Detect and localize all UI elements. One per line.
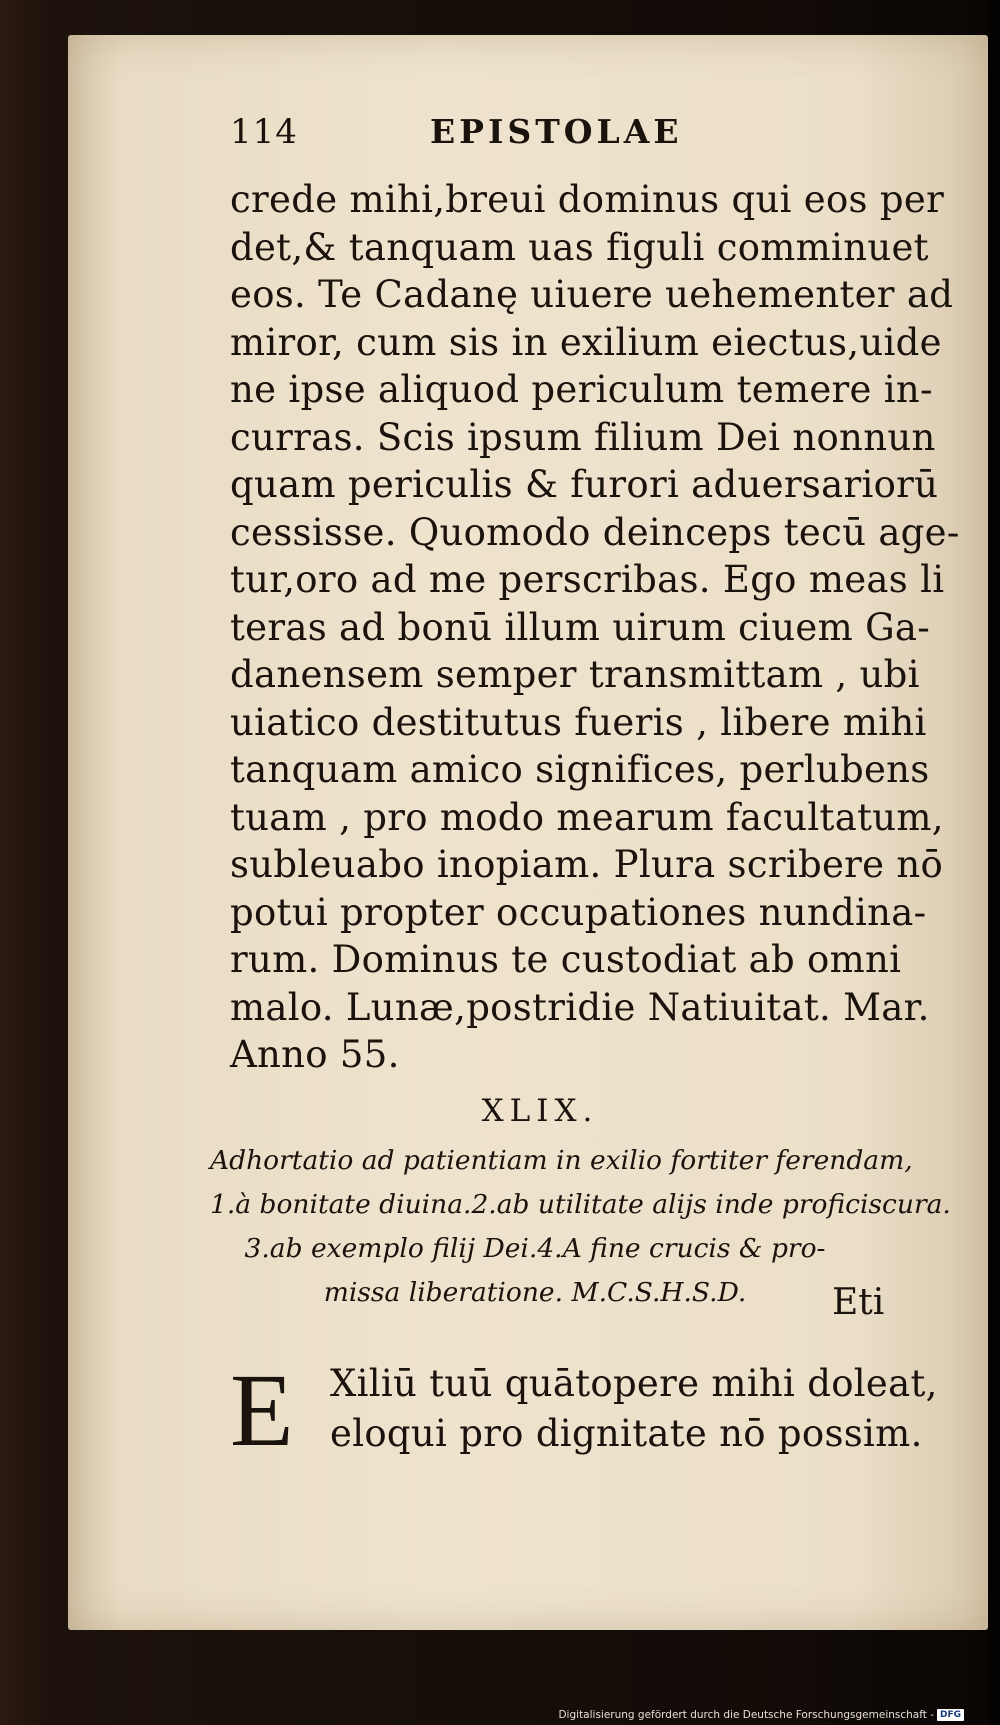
text-line: Anno 55. — [230, 1033, 400, 1076]
text-line: malo. Lunæ,postridie Natiuitat. Mar. — [230, 985, 930, 1029]
text-line: tuam , pro modo mearum facultatum, — [230, 795, 944, 839]
scan-right-edge — [988, 0, 1000, 1725]
text-line: subleuabo inopiam. Plura scribere nō — [230, 843, 944, 886]
drop-cap: E — [230, 1352, 294, 1468]
text-line: quam periculis & furori aduersariorū — [230, 463, 939, 506]
catchword: Eti — [832, 1282, 885, 1323]
text-line: teras ad bonū illum uirum ciuem Ga- — [230, 605, 931, 649]
text-line: curras. Scis ipsum filium Dei nonnun — [230, 415, 936, 459]
letter-number: XLIX. — [481, 1092, 599, 1129]
credit-text: Digitalisierung gefördert durch die Deutsche Forschungsgemeinschaft - — [558, 1709, 934, 1721]
text-line: det,& tanquam uas figuli comminuet — [230, 225, 929, 269]
text-line: rum. Dominus te custodiat ab omni — [230, 938, 902, 981]
text-line: danensem semper transmittam , ubi — [230, 653, 920, 696]
page-header — [230, 112, 950, 176]
text-line: miror, cum sis in exilium eiectus,uide — [230, 320, 942, 364]
text-line: tur,oro ad me perscribas. Ego meas li — [230, 558, 945, 601]
text-line: tanquam amico significes, perlubens — [230, 748, 930, 791]
dfg-logo: DFG — [937, 1709, 964, 1721]
digitization-credit — [558, 1709, 964, 1721]
text-line: Xiliū tuū quātopere mihi doleat, — [330, 1361, 938, 1405]
text-line: ne ipse aliquod periculum temere in- — [230, 368, 933, 411]
page-number: 114 — [230, 112, 298, 152]
argument-line: 1.à bonitate diuina.2.ab utilitate alijs inde proficiscura. — [210, 1188, 951, 1220]
running-head: EPISTOLAE — [430, 112, 683, 151]
text-line: uiatico destitutus fueris , libere mihi — [230, 700, 927, 744]
text-line: eos. Te Cadanę uiuere uehementer ad — [230, 273, 954, 316]
text-line: cessisse. Quomodo deinceps tecū age- — [230, 510, 960, 554]
text-line: crede mihi,breui dominus qui eos per — [230, 178, 945, 221]
letter-opening — [230, 1352, 950, 1469]
argument-line: 3.ab exemplo filij Dei.4.A fine crucis & pro- — [244, 1232, 826, 1264]
text-line: eloqui pro dignitate nō possim. — [330, 1411, 923, 1455]
argument-line: Adhortatio ad patientiam in exilio fortiter ferendam, — [210, 1144, 913, 1176]
text-line: potui propter occupationes nundina- — [230, 890, 927, 934]
page-text — [210, 112, 960, 1469]
argument-line: missa liberatione. M.C.S.H.S.D. — [323, 1276, 747, 1308]
letter-opening-lines — [330, 1359, 938, 1459]
letter-body-continued — [230, 176, 960, 1079]
